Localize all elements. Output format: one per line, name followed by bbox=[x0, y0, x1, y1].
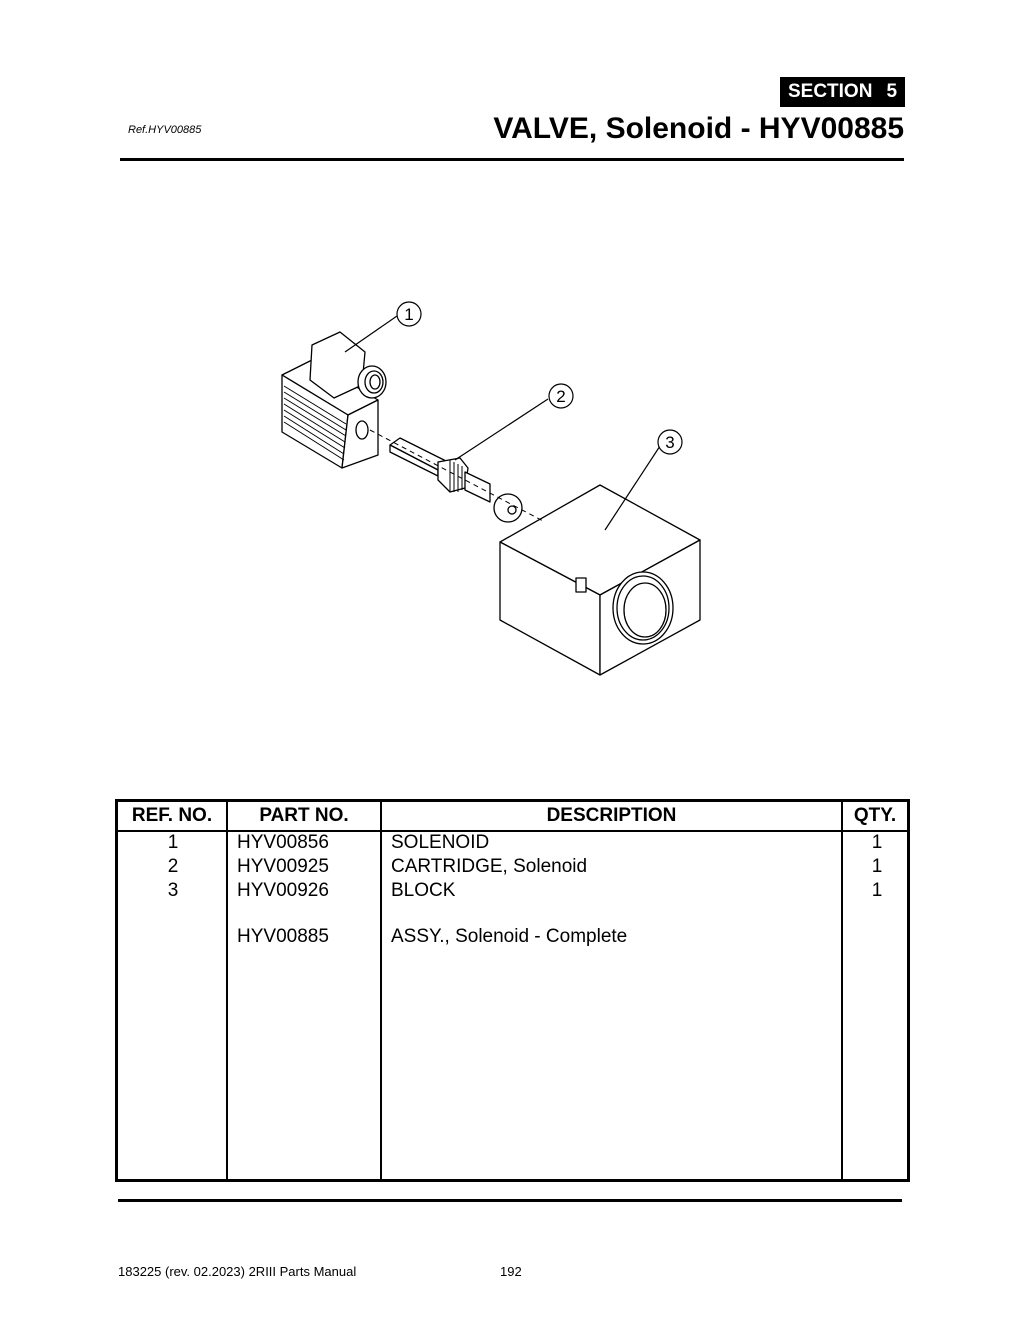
ref-cell: 3 bbox=[167, 880, 179, 901]
solenoid-drawing bbox=[282, 332, 386, 468]
description-cell: SOLENOID bbox=[391, 832, 490, 853]
exploded-parts-diagram bbox=[250, 290, 730, 690]
part-cell: HYV00925 bbox=[237, 856, 329, 877]
leader-line-1 bbox=[345, 316, 397, 352]
part-cell: HYV00926 bbox=[237, 880, 329, 901]
qty-cell: 1 bbox=[871, 856, 883, 877]
column-header-description: DESCRIPTION bbox=[546, 805, 677, 826]
footer-rule bbox=[118, 1199, 902, 1202]
header-rule bbox=[120, 158, 904, 161]
page-title: VALVE, Solenoid - HYV00885 bbox=[493, 112, 904, 145]
table-row bbox=[118, 856, 907, 880]
ref-cell: 2 bbox=[167, 856, 179, 877]
table-row bbox=[118, 832, 907, 856]
reference-code: Ref.HYV00885 bbox=[128, 124, 202, 136]
section-badge bbox=[780, 77, 905, 107]
ref-cell: 1 bbox=[167, 832, 179, 853]
section-label: SECTION bbox=[787, 81, 873, 102]
description-cell: CARTRIDGE, Solenoid bbox=[391, 856, 588, 877]
callout-label-1: 1 bbox=[404, 305, 414, 324]
callout-label-3: 3 bbox=[665, 433, 675, 452]
table-row bbox=[118, 926, 907, 950]
qty-cell: 1 bbox=[871, 832, 883, 853]
page-number: 192 bbox=[500, 1264, 522, 1279]
footer-document-info: 183225 (rev. 02.2023) 2RIII Parts Manual bbox=[118, 1264, 357, 1279]
qty-cell: 1 bbox=[871, 880, 883, 901]
part-cell: HYV00885 bbox=[237, 926, 329, 947]
cartridge-drawing bbox=[390, 438, 522, 522]
section-number: 5 bbox=[886, 81, 898, 102]
parts-table bbox=[115, 799, 910, 1182]
block-drawing bbox=[500, 485, 700, 675]
column-header-ref: REF. NO. bbox=[131, 805, 213, 826]
column-header-part: PART NO. bbox=[259, 805, 349, 826]
leader-line-2 bbox=[455, 399, 548, 460]
part-cell: HYV00856 bbox=[237, 832, 329, 853]
callout-label-2: 2 bbox=[556, 387, 566, 406]
column-header-qty: QTY. bbox=[853, 805, 897, 826]
description-cell: BLOCK bbox=[391, 880, 456, 901]
table-row bbox=[118, 880, 907, 904]
description-cell: ASSY., Solenoid - Complete bbox=[391, 926, 628, 947]
